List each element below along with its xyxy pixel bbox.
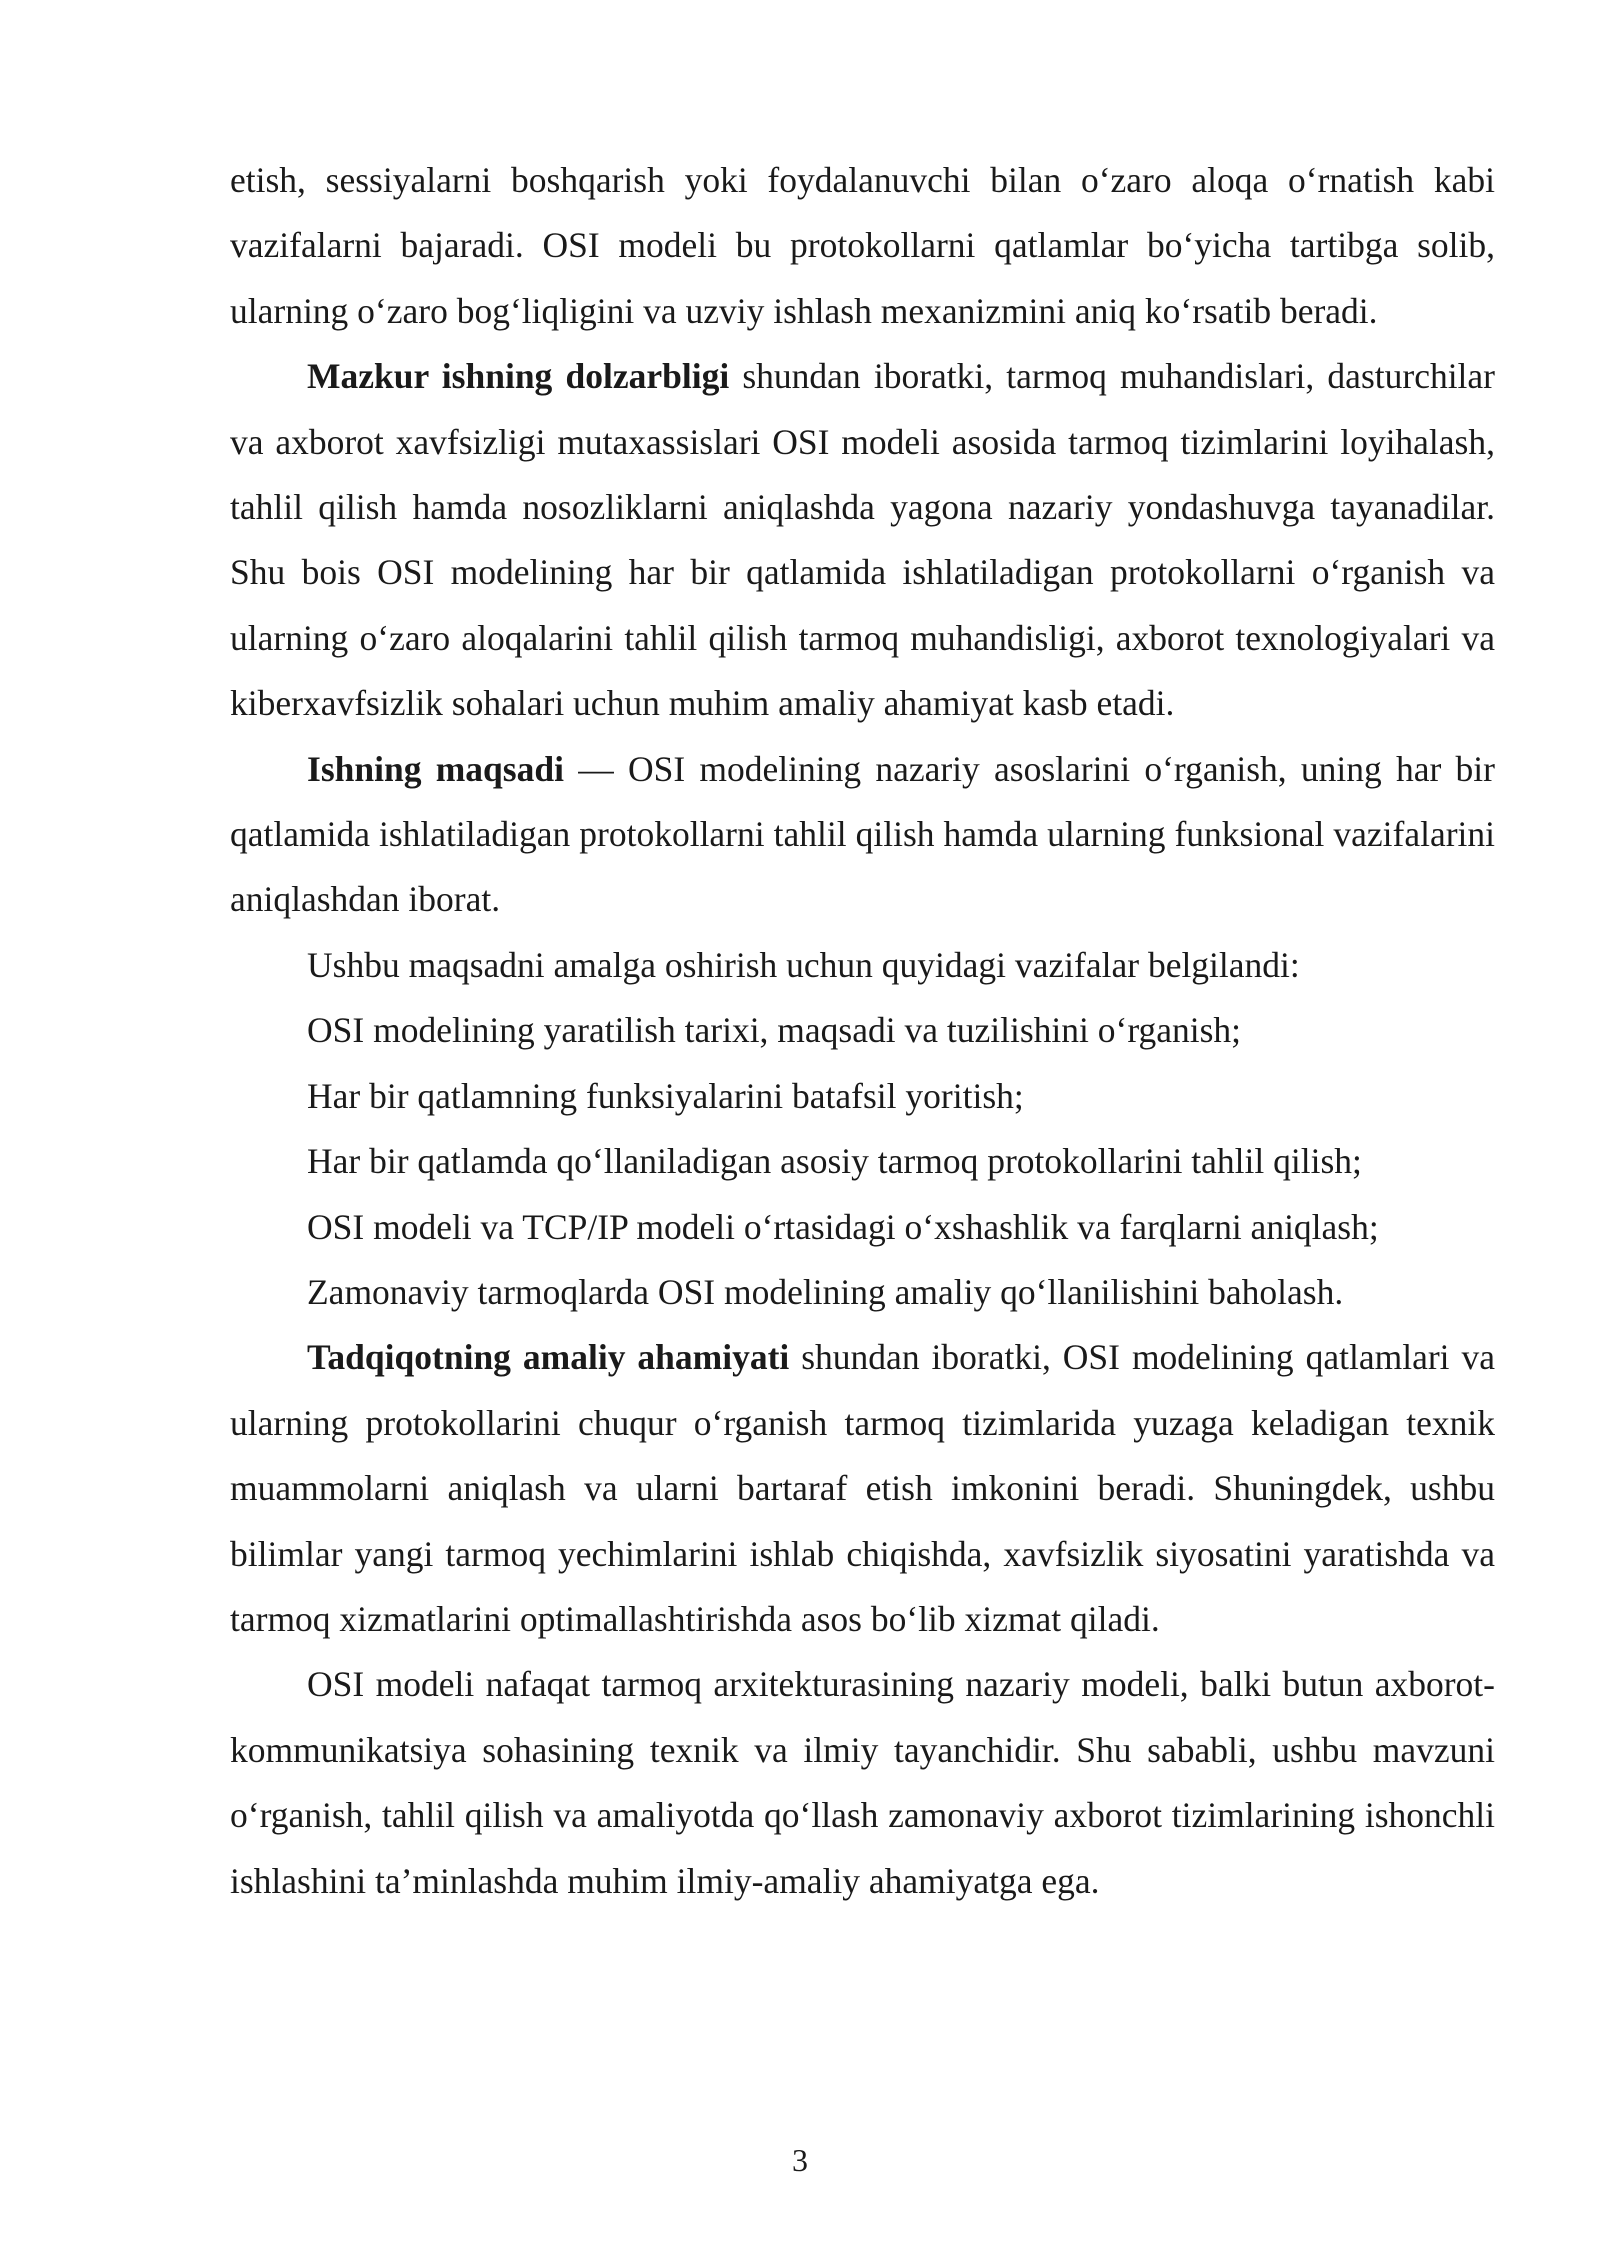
practical-significance-text: shundan iboratki, OSI modelining qatlamlari va ularning protokollarini chuqur o‘rganish tarmoq tizimlarida yuzaga keladigan texnik muammolarni aniqlash va ularni bartaraf etish imkonini beradi. Shuningdek, ushbu bilimlar yangi tarmoq yechimlarini ishlab chiqishda, xavfsizlik siyosatini yaratishda va tarmoq xizmatlarini optimallashtirishda asos bo‘lib xizmat qiladi. — [230, 1337, 1495, 1639]
task-item: OSI modeli va TCP/IP modeli o‘rtasidagi o‘xshashlik va farqlarni aniqlash; — [307, 1206, 1379, 1247]
relevance-heading: Mazkur ishning dolzarbligi — [307, 356, 730, 397]
page-body — [230, 148, 1495, 1914]
practical-significance-heading: Tadqiqotning amaliy ahamiyati — [307, 1337, 790, 1378]
task-item: Har bir qatlamning funksiyalarini batafsil yoritish; — [307, 1075, 1024, 1116]
paragraph-goal — [230, 737, 1495, 933]
page-number: 3 — [792, 2142, 808, 2178]
paragraph-conclusion: OSI modeli nafaqat tarmoq arxitekturasining nazariy modeli, balki butun axborot-kommunikatsiya sohasining texnik va ilmiy tayanchidir. Shu sababli, ushbu mavzuni o‘rganish, tahlil qilish va amaliyotda qo‘llash zamonaviy axborot tizimlarining ishonchli ishlashini ta’minlashda muhim ilmiy-amaliy ahamiyatga ega. — [230, 1664, 1495, 1901]
paragraph-practical-significance — [230, 1325, 1495, 1652]
goal-heading: Ishning maqsadi — [307, 748, 564, 789]
task-item: Har bir qatlamda qo‘llaniladigan asosiy tarmoq protokollarini tahlil qilish; — [307, 1141, 1362, 1182]
task-list — [230, 998, 1495, 1325]
goal-text: — OSI modelining nazariy asoslarini o‘rganish, uning har bir qatlamida ishlatiladigan protokollarni tahlil qilish hamda ularning funksional vazifalarini aniqlashdan iborat. — [230, 748, 1495, 920]
relevance-text: shundan iboratki, tarmoq muhandislari, dasturchilar va axborot xavfsizligi mutaxassislari OSI modeli asosida tarmoq tizimlarini loyihalash, tahlil qilish hamda nosozliklarni aniqlashda yagona nazariy yondashuvga tayanadilar. Shu bois OSI modelining har bir qatlamida ishlatiladigan protokollarni o‘rganish va ularning o‘zaro aloqalarini tahlil qilish tarmoq muhandisligi, axborot texnologiyalari va kiberxavfsizlik sohalari uchun muhim amaliy ahamiyat kasb etadi. — [230, 356, 1495, 724]
task-item: OSI modelining yaratilish tarixi, maqsadi va tuzilishini o‘rganish; — [307, 1010, 1242, 1051]
task-item: Zamonaviy tarmoqlarda OSI modelining amaliy qo‘llanilishini baholash. — [307, 1271, 1344, 1312]
tasks-intro: Ushbu maqsadni amalga oshirish uchun quyidagi vazifalar belgilandi: — [307, 944, 1300, 985]
paragraph-continuation: etish, sessiyalarni boshqarish yoki foydalanuvchi bilan o‘zaro aloqa o‘rnatish kabi vazifalarni bajaradi. OSI modeli bu protokollarni qatlamlar bo‘yicha tartibga solib, ularning o‘zaro bog‘liqligini va uzviy ishlash mexanizmini aniq ko‘rsatib beradi. — [230, 160, 1495, 331]
paragraph-relevance — [230, 344, 1495, 736]
